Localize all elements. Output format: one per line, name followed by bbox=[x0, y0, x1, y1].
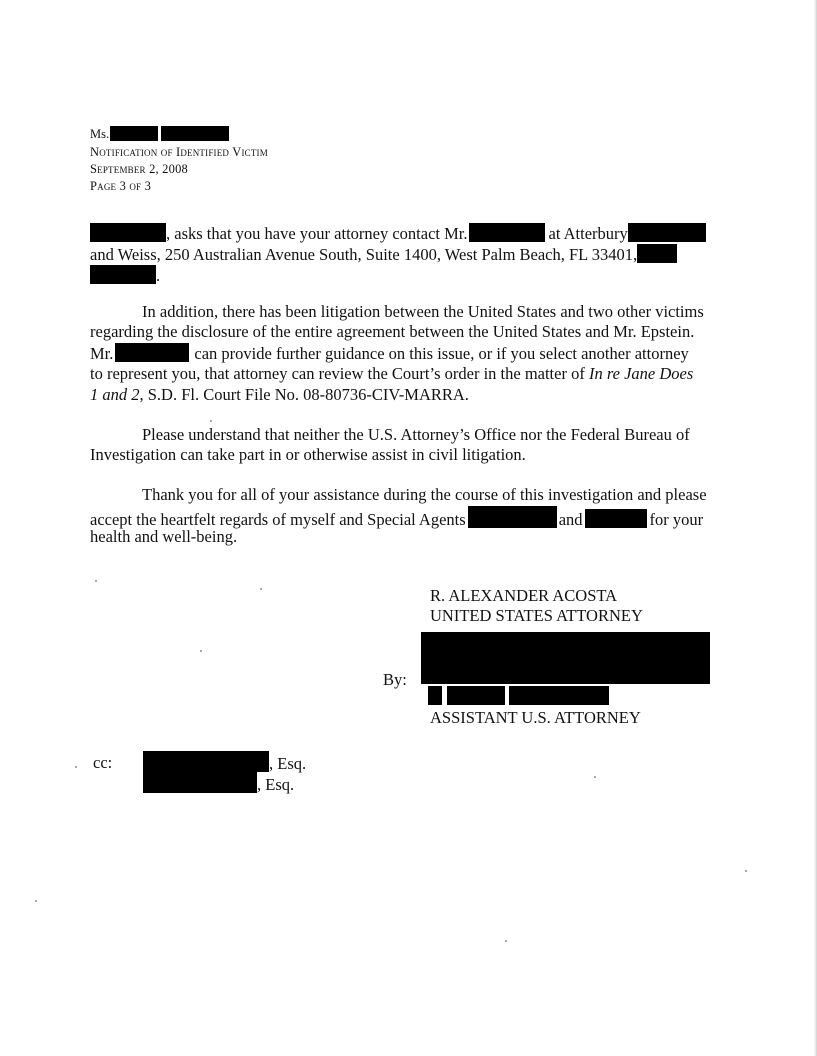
cc-recipient-1: , Esq. bbox=[143, 751, 306, 774]
redaction bbox=[428, 686, 442, 705]
letter-date: September 2, 2008 bbox=[90, 162, 188, 176]
paragraph3-line2: Investigation can take part in or otherwise assist in civil litigation. bbox=[90, 445, 526, 464]
scan-speck bbox=[594, 776, 596, 778]
scan-speck bbox=[505, 940, 507, 942]
redaction bbox=[143, 772, 257, 793]
paragraph1-line3: . bbox=[90, 265, 160, 286]
scan-speck bbox=[210, 420, 212, 422]
salutation: Ms. bbox=[90, 127, 110, 141]
signature-redaction bbox=[421, 632, 710, 684]
paragraph2-line2: regarding the disclosure of the entire agreement between the United States and Mr. Epstein. bbox=[90, 322, 695, 341]
us-attorney-office: UNITED STATES ATTORNEY bbox=[430, 606, 643, 625]
cc-recipient-2: , Esq. bbox=[143, 772, 294, 795]
salutation-line bbox=[90, 126, 229, 142]
redaction bbox=[637, 244, 677, 263]
redaction bbox=[90, 265, 156, 284]
redaction bbox=[469, 223, 545, 242]
redaction bbox=[628, 223, 706, 242]
paragraph2-line4: to represent you, that attorney can review the Court’s order in the matter of In re Jane Does bbox=[90, 364, 694, 383]
notification-title: Notification of Identified Victim bbox=[90, 145, 268, 159]
paragraph4-line1: Thank you for all of your assistance during the course of this investigation and please bbox=[142, 485, 707, 504]
redaction bbox=[585, 509, 647, 528]
scan-speck bbox=[200, 650, 202, 652]
scan-speck bbox=[260, 588, 262, 590]
scan-speck bbox=[75, 766, 77, 768]
assistant-attorney-title: ASSISTANT U.S. ATTORNEY bbox=[430, 708, 641, 727]
paragraph1-line1: , asks that you have your attorney contact Mr. at Atterbury bbox=[90, 223, 706, 244]
paragraph2-line1: In addition, there has been litigation between the United States and two other victims bbox=[142, 302, 704, 321]
redaction bbox=[509, 686, 609, 705]
redaction bbox=[143, 751, 269, 772]
us-attorney-name: R. ALEXANDER ACOSTA bbox=[430, 586, 618, 605]
paragraph1-line2: and Weiss, 250 Australian Avenue South, Suite 1400, West Palm Beach, FL 33401, bbox=[90, 244, 677, 265]
redaction bbox=[90, 223, 166, 242]
redaction bbox=[447, 686, 505, 705]
redaction bbox=[115, 343, 189, 362]
redaction bbox=[468, 506, 557, 528]
scan-speck bbox=[35, 900, 37, 902]
paragraph2-line3: Mr. can provide further guidance on this issue, or if you select another attorney bbox=[90, 344, 689, 363]
redaction bbox=[110, 126, 158, 141]
paragraph4-line3: health and well-being. bbox=[90, 527, 238, 546]
redaction bbox=[161, 126, 229, 141]
paragraph4-line2: accept the heartfelt regards of myself and Special Agents and for your bbox=[90, 506, 703, 530]
page-number: Page 3 of 3 bbox=[90, 179, 152, 193]
cc-label: cc: bbox=[93, 753, 113, 772]
paragraph3-line1: Please understand that neither the U.S. Attorney’s Office nor the Federal Bureau of bbox=[142, 425, 690, 444]
scan-speck bbox=[745, 870, 747, 872]
scan-speck bbox=[95, 580, 97, 582]
paragraph2-line5: 1 and 2, S.D. Fl. Court File No. 08-80736-CIV-MARRA. bbox=[90, 385, 469, 404]
by-label: By: bbox=[383, 670, 407, 689]
